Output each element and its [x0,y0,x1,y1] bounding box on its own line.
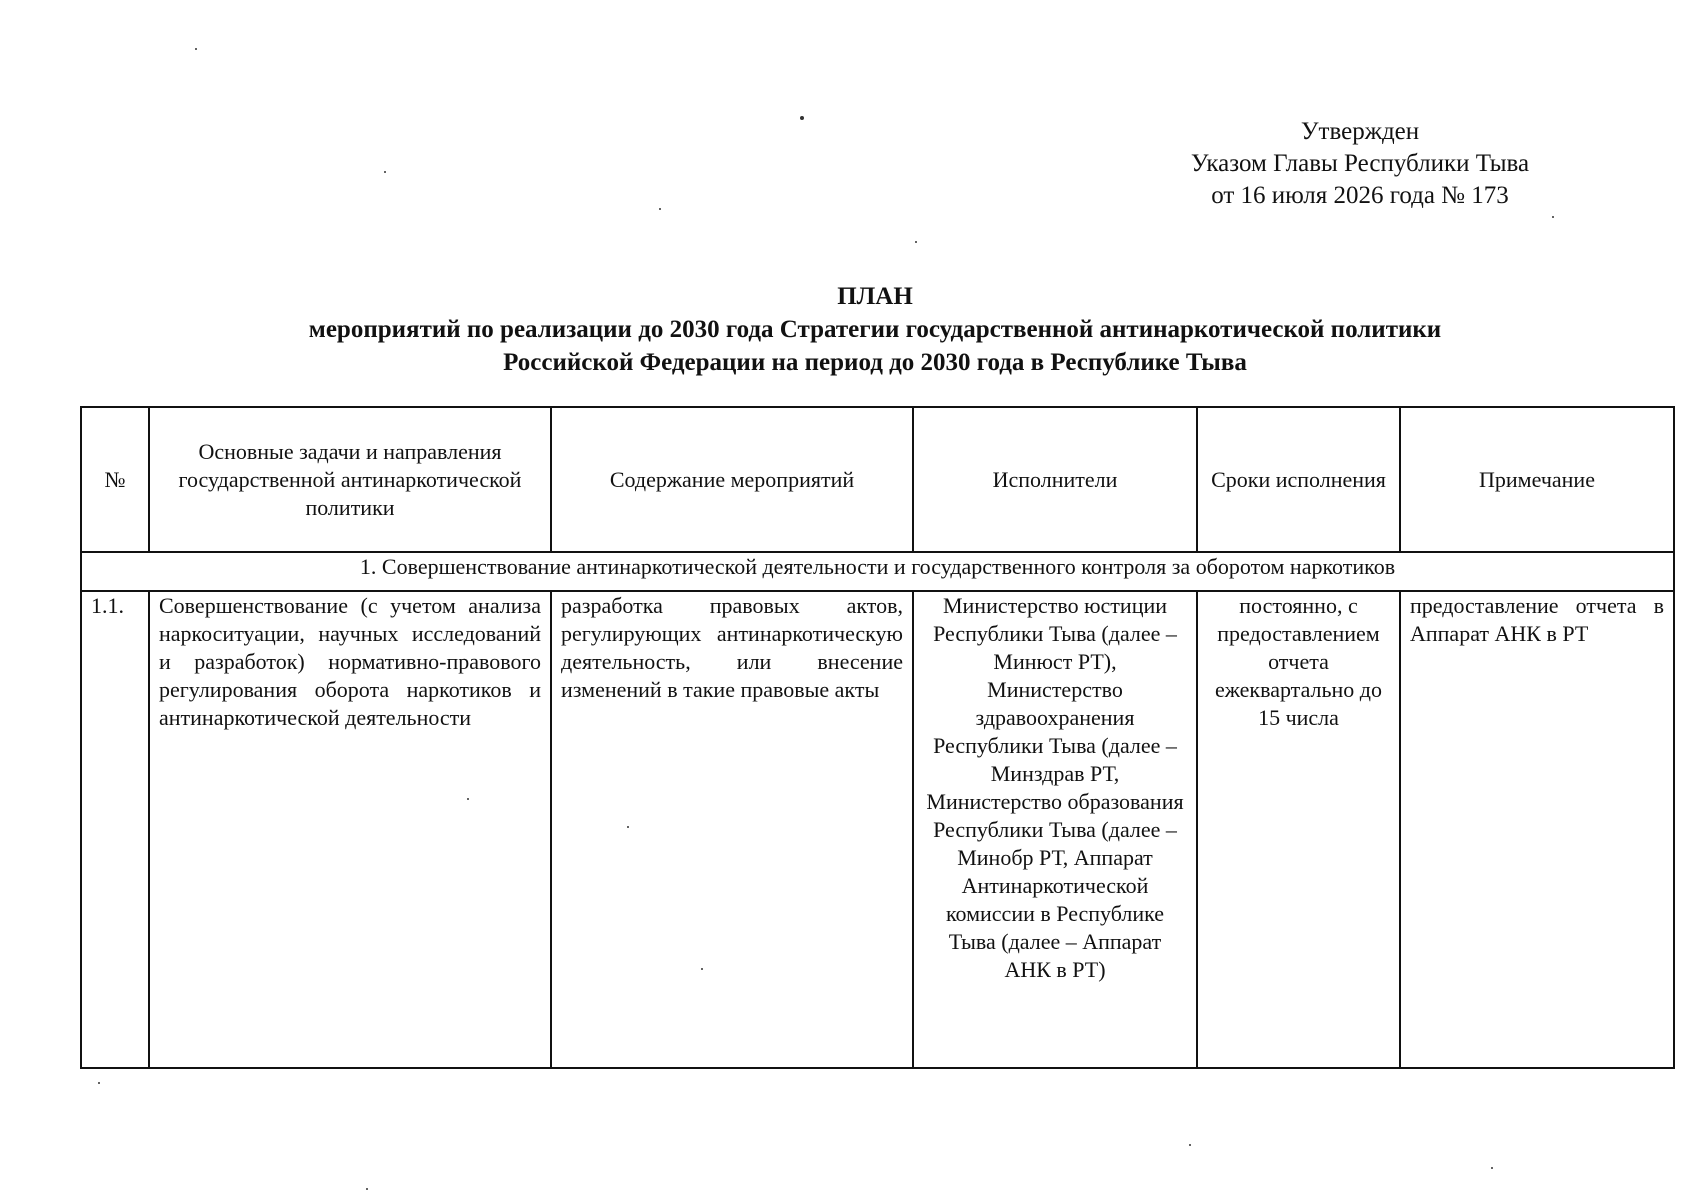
approval-line-decree: Указом Главы Республики Тыва [1190,150,1530,177]
table-header-row [81,407,1674,552]
header-num: № [81,407,149,552]
header-deadlines: Сроки исполнения [1197,407,1400,552]
approval-stamp [1140,116,1580,212]
cell-num: 1.1. [81,591,149,1068]
plan-table [80,406,1675,1069]
header-note: Примечание [1400,407,1674,552]
title-subtitle-line1: мероприятий по реализации до 2030 года Стратегии государственной антинаркотической политики [308,316,1442,343]
scan-speck [1552,216,1554,218]
table-row [81,591,1674,1068]
cell-note: предоставление отчета в Аппарат АНК в РТ [1400,591,1674,1068]
document-title [80,280,1670,379]
scan-speck [366,1188,368,1190]
scan-speck [915,241,917,243]
header-tasks: Основные задачи и направления государственной антинаркотической политики [149,407,551,552]
header-executors: Исполнители [913,407,1197,552]
scan-speck [98,1082,100,1084]
cell-deadlines: постоянно, с предоставлением отчета ежеквартально до 15 числа [1197,591,1400,1068]
title-subtitle-line2: Российской Федерации на период до 2030 года в Республике Тыва [503,349,1247,376]
approval-line-approved: Утвержден [1300,118,1420,145]
section-row [81,552,1674,591]
approval-line-date-number: от 16 июля 2026 года № 173 [1211,182,1509,209]
scan-speck [195,48,197,50]
title-plan: ПЛАН [837,283,913,310]
scan-speck [627,826,629,828]
scan-speck [1189,1144,1191,1146]
scan-speck [384,171,386,173]
section-title: 1. Совершенствование антинаркотической деятельности и государственного контроля за оборотом наркотиков [81,552,1674,591]
header-content: Содержание мероприятий [551,407,913,552]
scan-speck [800,116,804,120]
scan-speck [467,798,469,800]
cell-executors: Министерство юстиции Республики Тыва (далее – Минюст РТ), Министерство здравоохранения Республики Тыва (далее – Минздрав РТ, Министерство образования Республики Тыва (далее – Минобр РТ, Аппарат Антинаркотической комиссии в Республике Тыва (далее – Аппарат АНК в РТ) [913,591,1197,1068]
cell-content: разработка правовых актов, регулирующих антинаркотическую деятельность, или внесение изменений в такие правовые акты [551,591,913,1068]
scan-speck [659,208,661,210]
scan-speck [701,968,703,970]
scan-speck [1491,1167,1493,1169]
cell-tasks: Совершенствование (с учетом анализа наркоситуации, научных исследований и разработок) нормативно-правового регулирования оборота наркотиков и антинаркотической деятельности [149,591,551,1068]
